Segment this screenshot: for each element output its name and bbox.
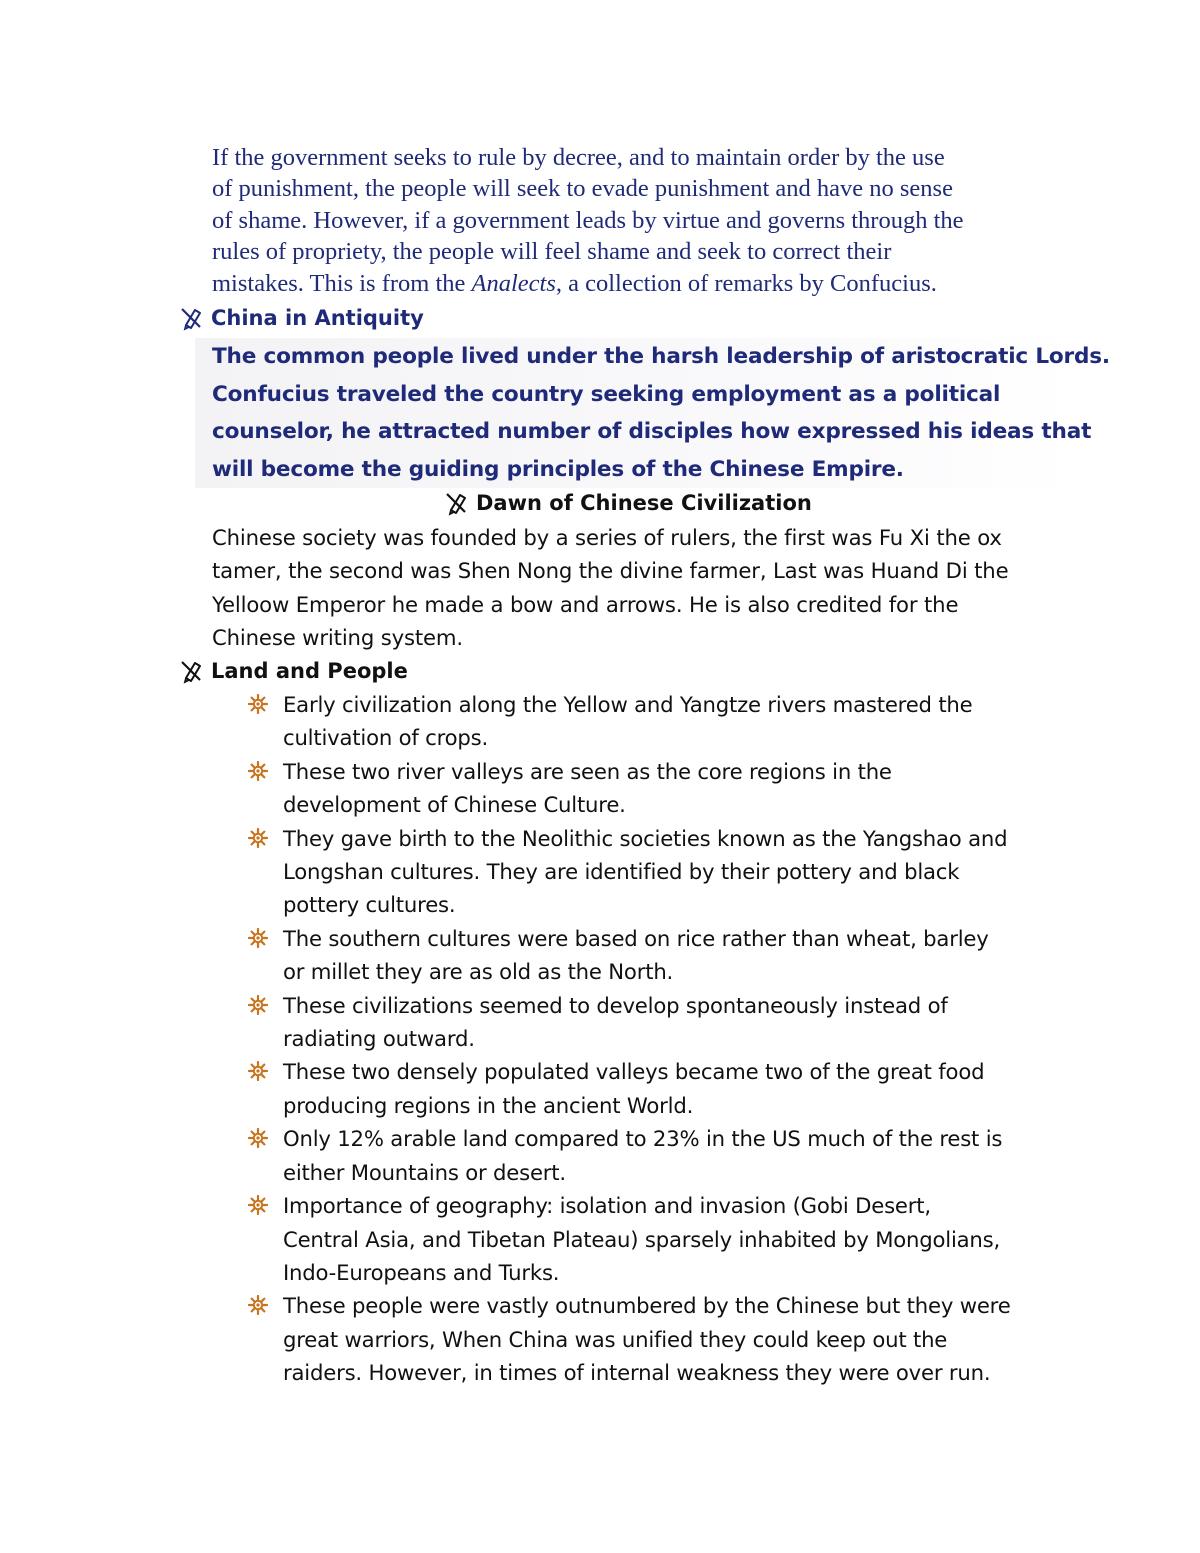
intro-line: of punishment, the people will seek to evade punishment and have no sense — [212, 175, 953, 203]
antiquity-line: counselor, he attracted number of disciples how expressed his ideas that — [212, 419, 1092, 444]
intro-line: rules of propriety, the people will feel shame and seek to correct their — [212, 238, 892, 266]
heading-text: Dawn of Chinese Civilization — [476, 491, 812, 515]
pencil-slash-icon — [442, 490, 470, 516]
bullet-item — [248, 1289, 1088, 1389]
bullet-line: Early civilization along the Yellow and Yangtze rivers mastered the — [283, 692, 973, 717]
bullet-line: These two river valleys are seen as the core regions in the — [283, 758, 892, 784]
sun-star-icon — [248, 928, 268, 948]
bullet-line: cultivation of crops. — [283, 725, 489, 751]
bullet-line: producing regions in the ancient World. — [283, 1092, 694, 1118]
bullet-line: either Mountains or desert. — [283, 1159, 566, 1185]
dawn-line: tamer, the second was Shen Nong the divine farmer, Last was Huand Di the — [212, 558, 1009, 584]
bullet-item — [248, 1189, 1088, 1289]
sun-star-icon — [248, 1295, 268, 1315]
intro-text: mistakes. This is from the — [212, 269, 472, 297]
bullet-line: raiders. However, in times of internal weakness they were over run. — [283, 1360, 991, 1386]
bullet-line: The southern cultures were based on rice rather than wheat, barley — [283, 925, 989, 951]
pencil-slash-icon — [177, 305, 205, 331]
heading-text: China in Antiquity — [211, 306, 424, 330]
sun-star-icon — [248, 1128, 268, 1148]
bullet-line: Importance of geography: isolation and invasion (Gobi Desert, — [283, 1193, 931, 1219]
bullet-line: Indo-Europeans and Turks. — [283, 1259, 560, 1285]
intro-line: of shame. However, if a government leads by virtue and governs through the — [212, 206, 964, 234]
bullet-line: These two densely populated valleys became two of the great food — [283, 1059, 985, 1085]
dawn-line: Chinese society was founded by a series of rulers, the first was Fu Xi the ox — [212, 525, 1002, 550]
bullet-item — [248, 1055, 1088, 1122]
sun-star-icon — [248, 761, 268, 781]
bullet-line: radiating outward. — [283, 1026, 475, 1052]
analects-title: Analects — [471, 269, 556, 297]
sun-star-icon — [248, 694, 268, 714]
bullet-line: great warriors, When China was unified they could keep out the — [283, 1326, 948, 1352]
bullet-line: Central Asia, and Tibetan Plateau) sparsely inhabited by Mongolians, — [283, 1226, 1001, 1252]
bullet-line: They gave birth to the Neolithic societies known as the Yangshao and — [283, 825, 1008, 851]
bullet-line: These people were vastly outnumbered by the Chinese but they were — [283, 1293, 1011, 1319]
bullet-line: Longshan cultures. They are identified by their pottery and black — [283, 859, 960, 885]
sun-star-icon — [248, 995, 268, 1015]
intro-paragraph — [212, 142, 1072, 299]
antiquity-line: Confucius traveled the country seeking employment as a political — [212, 381, 1001, 407]
dawn-line: Chinese writing system. — [212, 624, 463, 650]
intro-line-last — [212, 268, 1072, 299]
intro-text: , a collection of remarks by Confucius. — [555, 269, 937, 297]
pencil-slash-icon — [177, 658, 205, 684]
intro-line: If the government seeks to rule by decree, and to maintain order by the use — [212, 144, 945, 171]
land-bullet-list — [248, 688, 1088, 1390]
bullet-item — [248, 989, 1088, 1056]
section-heading-land — [177, 656, 408, 686]
section-heading-antiquity — [177, 303, 424, 333]
section-heading-dawn — [442, 488, 812, 518]
bullet-item — [248, 822, 1088, 922]
bullet-line: These civilizations seemed to develop spontaneously instead of — [283, 992, 948, 1018]
antiquity-line: The common people lived under the harsh leadership of aristocratic Lords. — [212, 344, 1110, 369]
antiquity-line: will become the guiding principles of the Chinese Empire. — [212, 456, 904, 482]
bullet-item — [248, 688, 1088, 755]
sun-star-icon — [248, 828, 268, 848]
dawn-line: Yelloow Emperor he made a bow and arrows. He is also credited for the — [212, 591, 959, 617]
bullet-item — [248, 755, 1088, 822]
heading-text: Land and People — [211, 659, 408, 683]
bullet-item — [248, 922, 1088, 989]
sun-star-icon — [248, 1061, 268, 1081]
bullet-line: Only 12% arable land compared to 23% in the US much of the rest is — [283, 1126, 1003, 1152]
bullet-line: pottery cultures. — [283, 892, 456, 918]
antiquity-paragraph — [212, 338, 1110, 488]
dawn-paragraph — [212, 521, 1072, 654]
bullet-item — [248, 1122, 1088, 1189]
sun-star-icon — [248, 1195, 268, 1215]
bullet-line: development of Chinese Culture. — [283, 792, 626, 818]
bullet-line: or millet they are as old as the North. — [283, 959, 674, 985]
